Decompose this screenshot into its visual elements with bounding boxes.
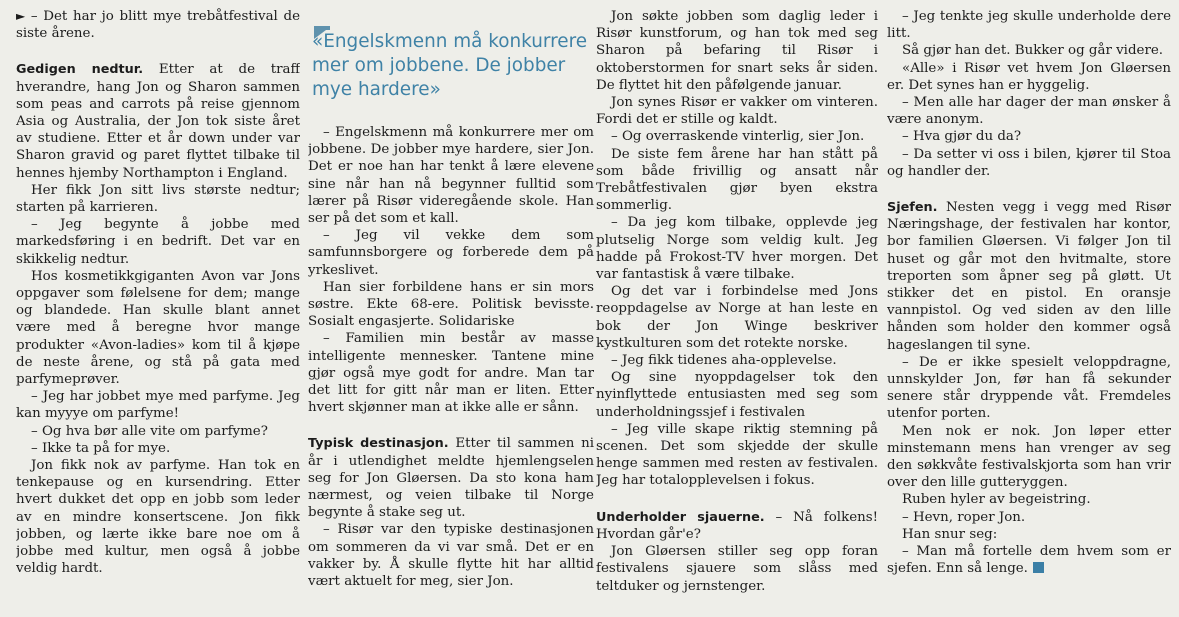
paragraph: – Risør var den typiske destinasjonen om sommeren da vi var små. Det er en vakker by. Å skulle flytte hit har alltid vært aktuelt for meg, sier Jon.: [308, 522, 594, 590]
paragraph: De siste fem årene har han stått på som både frivillig og ansatt når Trebåtfestivalen gjør byen ekstra sommerlig.: [596, 146, 878, 214]
paragraph: – Hva gjør du da?: [902, 129, 1022, 145]
pull-quote: «Engelskmenn må konkurrere mer om jobbene. De jobber mye hardere»: [312, 31, 588, 100]
section-paragraph: Typisk destinasjon. Etter til sammen ni år i utlendighet meldte hjemlengselen seg for Jon Gløersen. Da sto kona ham nærmest, og veien tilbake til Norge begynte å stake seg ut.: [308, 436, 594, 521]
paragraph: Han snur seg:: [902, 526, 998, 542]
subheading: Gedigen nedtur.: [16, 62, 144, 78]
paragraph: – Men alle har dager der man ønsker å være anonym.: [887, 95, 1171, 128]
paragraph: Jon fikk nok av parfyme. Han tok en tenkepause og en kursendring. Etter hvert dukket det opp en jobb som leder av en mindre konsertscene. Jon fikk jobben, og lærte ikke bare noe om å jobbe med kultur, men også å jobbe veldig hardt.: [16, 458, 300, 577]
paragraph: Men nok er nok. Jon løper etter minstemann mens han vrenger av seg den søkkvåte festivalskjorta som han vrir over den lille gutteryggen.: [887, 423, 1171, 491]
paragraph: Så gjør han det. Bukker og går videre.: [902, 43, 1164, 59]
paragraph: – De er ikke spesielt veloppdragne, unnskylder Jon, før han få sekunder senere står dryppende våt. Fremdeles utenfor porten.: [887, 354, 1171, 422]
paragraph: – Jeg tenkte jeg skulle underholde dere litt.: [887, 9, 1171, 42]
quote-notch-icon: [314, 30, 326, 39]
paragraph: Ruben hyler av begeistring.: [902, 492, 1091, 508]
paragraph: Og sine nyoppdagelser tok den nyinflyttede entusiasten med seg som underholdningssjef i festivalen: [596, 370, 878, 420]
section-paragraph: Underholder sjauerne. – Nå folkens! Hvordan går'e?: [596, 509, 878, 542]
arrow-icon: ►: [16, 9, 26, 23]
paragraph: – Jeg har jobbet mye med parfyme. Jeg kan myyye om parfyme!: [16, 389, 300, 422]
paragraph: Jon søkte jobben som daglig leder i Risør kunstforum, og han tok med seg Sharon på befaring til Risør i oktoberstormen for snart seks år siden. De flyttet hit den påfølgende januar.: [596, 9, 878, 93]
article-column-1: [16, 8, 300, 611]
section-paragraph: Gedigen nedtur. Etter at de traff hverandre, hang Jon og Sharon sammen som peas and carrots på reise gjennom Asia og Australia, der Jon tok siste året av studiene. Etter et år down under var Sharon gravid og paret flyttet tilbake til hennes hjemby Northampton i England.: [16, 62, 300, 181]
section-paragraph: Sjefen. Nesten vegg i vegg med Risør Næringshage, der festivalen har kontor, bor familien Gløersen. Vi følger Jon til huset og går mot den hvitmalte, store treporten som åpner seg på gløtt. Ut stikker det en pistol. En oransje vannpistol. Og ved siden av den lille hånden som holder den kommer også hageslangen til syne.: [887, 200, 1171, 353]
paragraph: – Engelskmenn må konkurrere mer om jobbene. De jobber mye hardere, sier Jon. Det er noe han har tenkt å lære elevene sine når han nå begynner fulltid som lærer på Risør videregående skole. Han ser på det som et kall.: [308, 125, 594, 227]
paragraph: – Da jeg kom tilbake, opplevde jeg plutselig Norge som veldig kult. Jeg hadde på Frokost-TV hver morgen. Det var fantastisk å være tilbake.: [596, 215, 878, 283]
paragraph: Jon Gløersen stiller seg opp foran festivalens sjauere som slåss med teltduker og jernstenger.: [596, 544, 878, 594]
subheading: Sjefen.: [887, 200, 938, 216]
pull-quote-box: [312, 26, 594, 102]
paragraph: – Hevn, roper Jon.: [902, 509, 1026, 525]
paragraph: – Ikke ta på for mye.: [31, 440, 171, 456]
paragraph: – Da setter vi oss i bilen, kjører til Stoa og handler der.: [887, 146, 1171, 179]
paragraph: Jon synes Risør er vakker om vinteren. Fordi det er stille og kaldt.: [596, 95, 878, 128]
paragraph: Han sier forbildene hans er sin mors søstre. Ekte 68-ere. Politisk bevisste. Sosialt engasjerte. Solidariske: [308, 279, 594, 330]
paragraph: – Jeg vil vekke dem som samfunnsborgere og forberede dem på yrkeslivet.: [308, 228, 594, 278]
subheading: Underholder sjauerne.: [596, 509, 765, 525]
end-of-article-icon: [1033, 562, 1044, 573]
paragraph: – Familien min består av masse intelligente mennesker. Tantene mine gjør også mye godt for andre. Man tar det litt for gitt når man er liten. Etter hvert skjønner man at ikke alle er sånn.: [308, 331, 594, 416]
article-column-2: [308, 8, 594, 611]
paragraph: – Jeg ville skape riktig stemning på scenen. Det som skjedde der skulle henge sammen med resten av festivalen. Jeg har totalopplevelsen i fokus.: [596, 421, 878, 489]
paragraph: – Jeg begynte å jobbe med markedsføring i en bedrift. Det var en skikkelig nedtur.: [16, 217, 300, 267]
intro-paragraph: ► – Det har jo blitt mye trebåtfestival de siste årene.: [16, 9, 300, 42]
paragraph: – Og overraskende vinterlig, sier Jon.: [611, 129, 865, 145]
paragraph: Og det var i forbindelse med Jons reoppdagelse av Norge at han leste en bok der Jon Winge beskriver kystkulturen som det rotekte norske.: [596, 284, 878, 351]
paragraph: – Og hva bør alle vite om parfyme?: [31, 423, 268, 439]
subheading: Typisk destinasjon.: [308, 436, 449, 452]
paragraph: Hos kosmetikkgiganten Avon var Jons oppgaver som følelsene for dem; mange og blandede. Han skulle blant annet være med å beregne hvor mange produkter «Avon-ladies» kom til å kjøpe de neste årene, og stå på gata med parfymeprøver.: [16, 268, 300, 388]
paragraph: «Alle» i Risør vet hvem Jon Gløersen er. Det synes han er hyggelig.: [887, 60, 1171, 93]
article-column-4: [887, 8, 1171, 611]
article-column-3: [596, 8, 878, 611]
paragraph: Her fikk Jon sitt livs største nedtur; starten på karrieren.: [16, 182, 300, 216]
final-paragraph: – Man må fortelle dem hvem som er sjefen. Enn så lenge.: [887, 544, 1171, 577]
paragraph: – Jeg fikk tidenes aha-opplevelse.: [611, 353, 837, 369]
